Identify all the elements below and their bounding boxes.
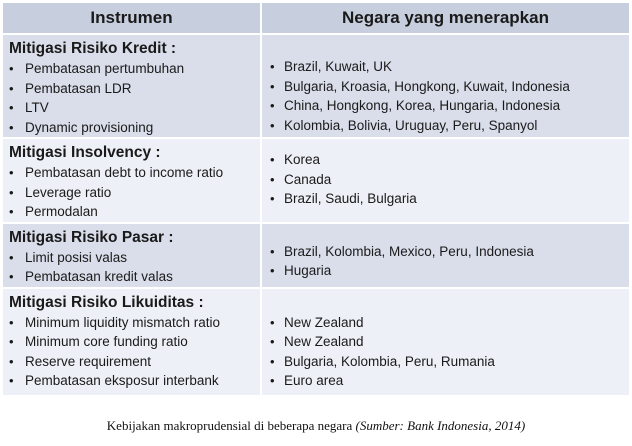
country-list bbox=[262, 139, 629, 209]
list-item bbox=[268, 261, 629, 281]
countries-cell bbox=[261, 223, 629, 288]
instrument-item: Reserve requirement bbox=[25, 353, 152, 369]
list-item bbox=[7, 183, 260, 203]
bullet-icon: • bbox=[9, 249, 14, 265]
bullet-icon: • bbox=[9, 353, 14, 369]
instrument-cell bbox=[3, 288, 261, 396]
country-item: New Zealand bbox=[284, 334, 364, 349]
bullet-icon: • bbox=[9, 269, 14, 284]
list-item bbox=[7, 59, 260, 79]
instrument-item: Permodalan bbox=[25, 204, 98, 219]
list-item bbox=[7, 371, 260, 391]
bullet-icon: • bbox=[270, 243, 275, 259]
list-item bbox=[268, 242, 629, 262]
instrument-item: LTV bbox=[25, 100, 49, 115]
bullet-icon: • bbox=[270, 171, 275, 187]
country-item: New Zealand bbox=[284, 314, 364, 330]
country-item: Euro area bbox=[284, 373, 344, 388]
country-list bbox=[262, 35, 629, 135]
table-row bbox=[3, 34, 629, 138]
country-list bbox=[262, 224, 629, 281]
bullet-icon: • bbox=[9, 204, 14, 219]
table-row bbox=[3, 223, 629, 288]
country-item: Korea bbox=[284, 152, 321, 167]
list-item bbox=[7, 79, 260, 99]
country-list bbox=[262, 289, 629, 391]
instrument-list bbox=[3, 163, 260, 222]
instrument-item: Leverage ratio bbox=[25, 184, 112, 200]
bullet-icon: • bbox=[9, 61, 14, 76]
instrument-cell bbox=[3, 34, 261, 138]
bullet-icon: • bbox=[270, 314, 275, 330]
bullet-icon: • bbox=[9, 373, 14, 388]
bullet-icon: • bbox=[9, 100, 14, 115]
country-item: Bulgaria, Kolombia, Peru, Rumania bbox=[284, 353, 495, 369]
category-title: Mitigasi Risiko Pasar : bbox=[9, 228, 174, 246]
country-item: Brazil, Kuwait, UK bbox=[284, 59, 393, 74]
instrument-item: Pembatasan eksposur interbank bbox=[25, 373, 219, 388]
list-item bbox=[268, 189, 629, 209]
bullet-icon: • bbox=[270, 117, 275, 133]
category-title: Mitigasi Insolvency : bbox=[9, 144, 161, 161]
bullet-icon: • bbox=[9, 314, 14, 330]
caption-text: Kebijakan makroprudensial di beberapa negara bbox=[106, 418, 353, 433]
bullet-icon: • bbox=[270, 59, 275, 74]
list-item bbox=[7, 267, 260, 287]
header-instrumen: Instrumen bbox=[3, 3, 261, 34]
list-item bbox=[7, 248, 260, 268]
list-item bbox=[7, 332, 260, 352]
bullet-icon: • bbox=[9, 119, 14, 135]
instrument-item: Pembatasan LDR bbox=[25, 80, 132, 96]
category-title: Mitigasi Risiko Likuiditas : bbox=[9, 293, 204, 311]
instrument-cell bbox=[3, 223, 261, 288]
list-item bbox=[268, 96, 629, 116]
list-item bbox=[268, 170, 629, 190]
bullet-icon: • bbox=[270, 373, 275, 388]
instrument-item: Dynamic provisioning bbox=[25, 119, 154, 135]
caption-source: (Sumber: Bank Indonesia, 2014) bbox=[355, 418, 526, 433]
countries-cell bbox=[261, 138, 629, 223]
table-header-row bbox=[3, 3, 629, 34]
list-item bbox=[7, 313, 260, 333]
list-item bbox=[268, 352, 629, 372]
figure-caption bbox=[0, 418, 632, 434]
country-item: Brazil, Saudi, Bulgaria bbox=[284, 191, 417, 206]
list-item bbox=[7, 202, 260, 222]
list-item bbox=[268, 77, 629, 97]
policy-table bbox=[3, 3, 629, 397]
bullet-icon: • bbox=[270, 78, 275, 94]
list-item bbox=[268, 313, 629, 333]
table-row bbox=[3, 288, 629, 396]
bullet-icon: • bbox=[270, 191, 275, 206]
bullet-icon: • bbox=[270, 353, 275, 369]
country-item: Kolombia, Bolivia, Uruguay, Peru, Spanyol bbox=[284, 117, 538, 133]
country-item: Canada bbox=[284, 171, 332, 187]
country-item: Hugaria bbox=[284, 263, 332, 278]
bullet-icon: • bbox=[9, 165, 14, 180]
instrument-list bbox=[3, 59, 260, 137]
list-item bbox=[268, 116, 629, 136]
list-item bbox=[7, 118, 260, 138]
list-item bbox=[268, 57, 629, 77]
category-title: Mitigasi Risiko Kredit : bbox=[9, 40, 177, 57]
country-item: Brazil, Kolombia, Mexico, Peru, Indonesia bbox=[284, 243, 534, 259]
list-item bbox=[268, 150, 629, 170]
instrument-item: Pembatasan kredit valas bbox=[25, 269, 173, 284]
instrument-cell bbox=[3, 138, 261, 223]
bullet-icon: • bbox=[9, 80, 14, 96]
instrument-item: Pembatasan pertumbuhan bbox=[25, 61, 185, 76]
bullet-icon: • bbox=[270, 334, 275, 349]
list-item bbox=[7, 98, 260, 118]
list-item bbox=[268, 371, 629, 391]
instrument-item: Minimum core funding ratio bbox=[25, 334, 188, 349]
instrument-item: Pembatasan debt to income ratio bbox=[25, 165, 224, 180]
list-item bbox=[268, 332, 629, 352]
bullet-icon: • bbox=[270, 152, 275, 167]
instrument-list bbox=[3, 248, 260, 287]
countries-cell bbox=[261, 34, 629, 138]
list-item bbox=[7, 352, 260, 372]
instrument-item: Limit posisi valas bbox=[25, 249, 128, 265]
table-row bbox=[3, 138, 629, 223]
bullet-icon: • bbox=[270, 263, 275, 278]
countries-cell bbox=[261, 288, 629, 396]
list-item bbox=[7, 163, 260, 183]
bullet-icon: • bbox=[9, 184, 14, 200]
bullet-icon: • bbox=[270, 98, 275, 113]
bullet-icon: • bbox=[9, 334, 14, 349]
instrument-item: Minimum liquidity mismatch ratio bbox=[25, 314, 221, 330]
country-item: Bulgaria, Kroasia, Hongkong, Kuwait, Indonesia bbox=[284, 78, 570, 94]
instrument-list bbox=[3, 313, 260, 391]
header-negara: Negara yang menerapkan bbox=[261, 3, 629, 34]
country-item: China, Hongkong, Korea, Hungaria, Indonesia bbox=[284, 98, 561, 113]
